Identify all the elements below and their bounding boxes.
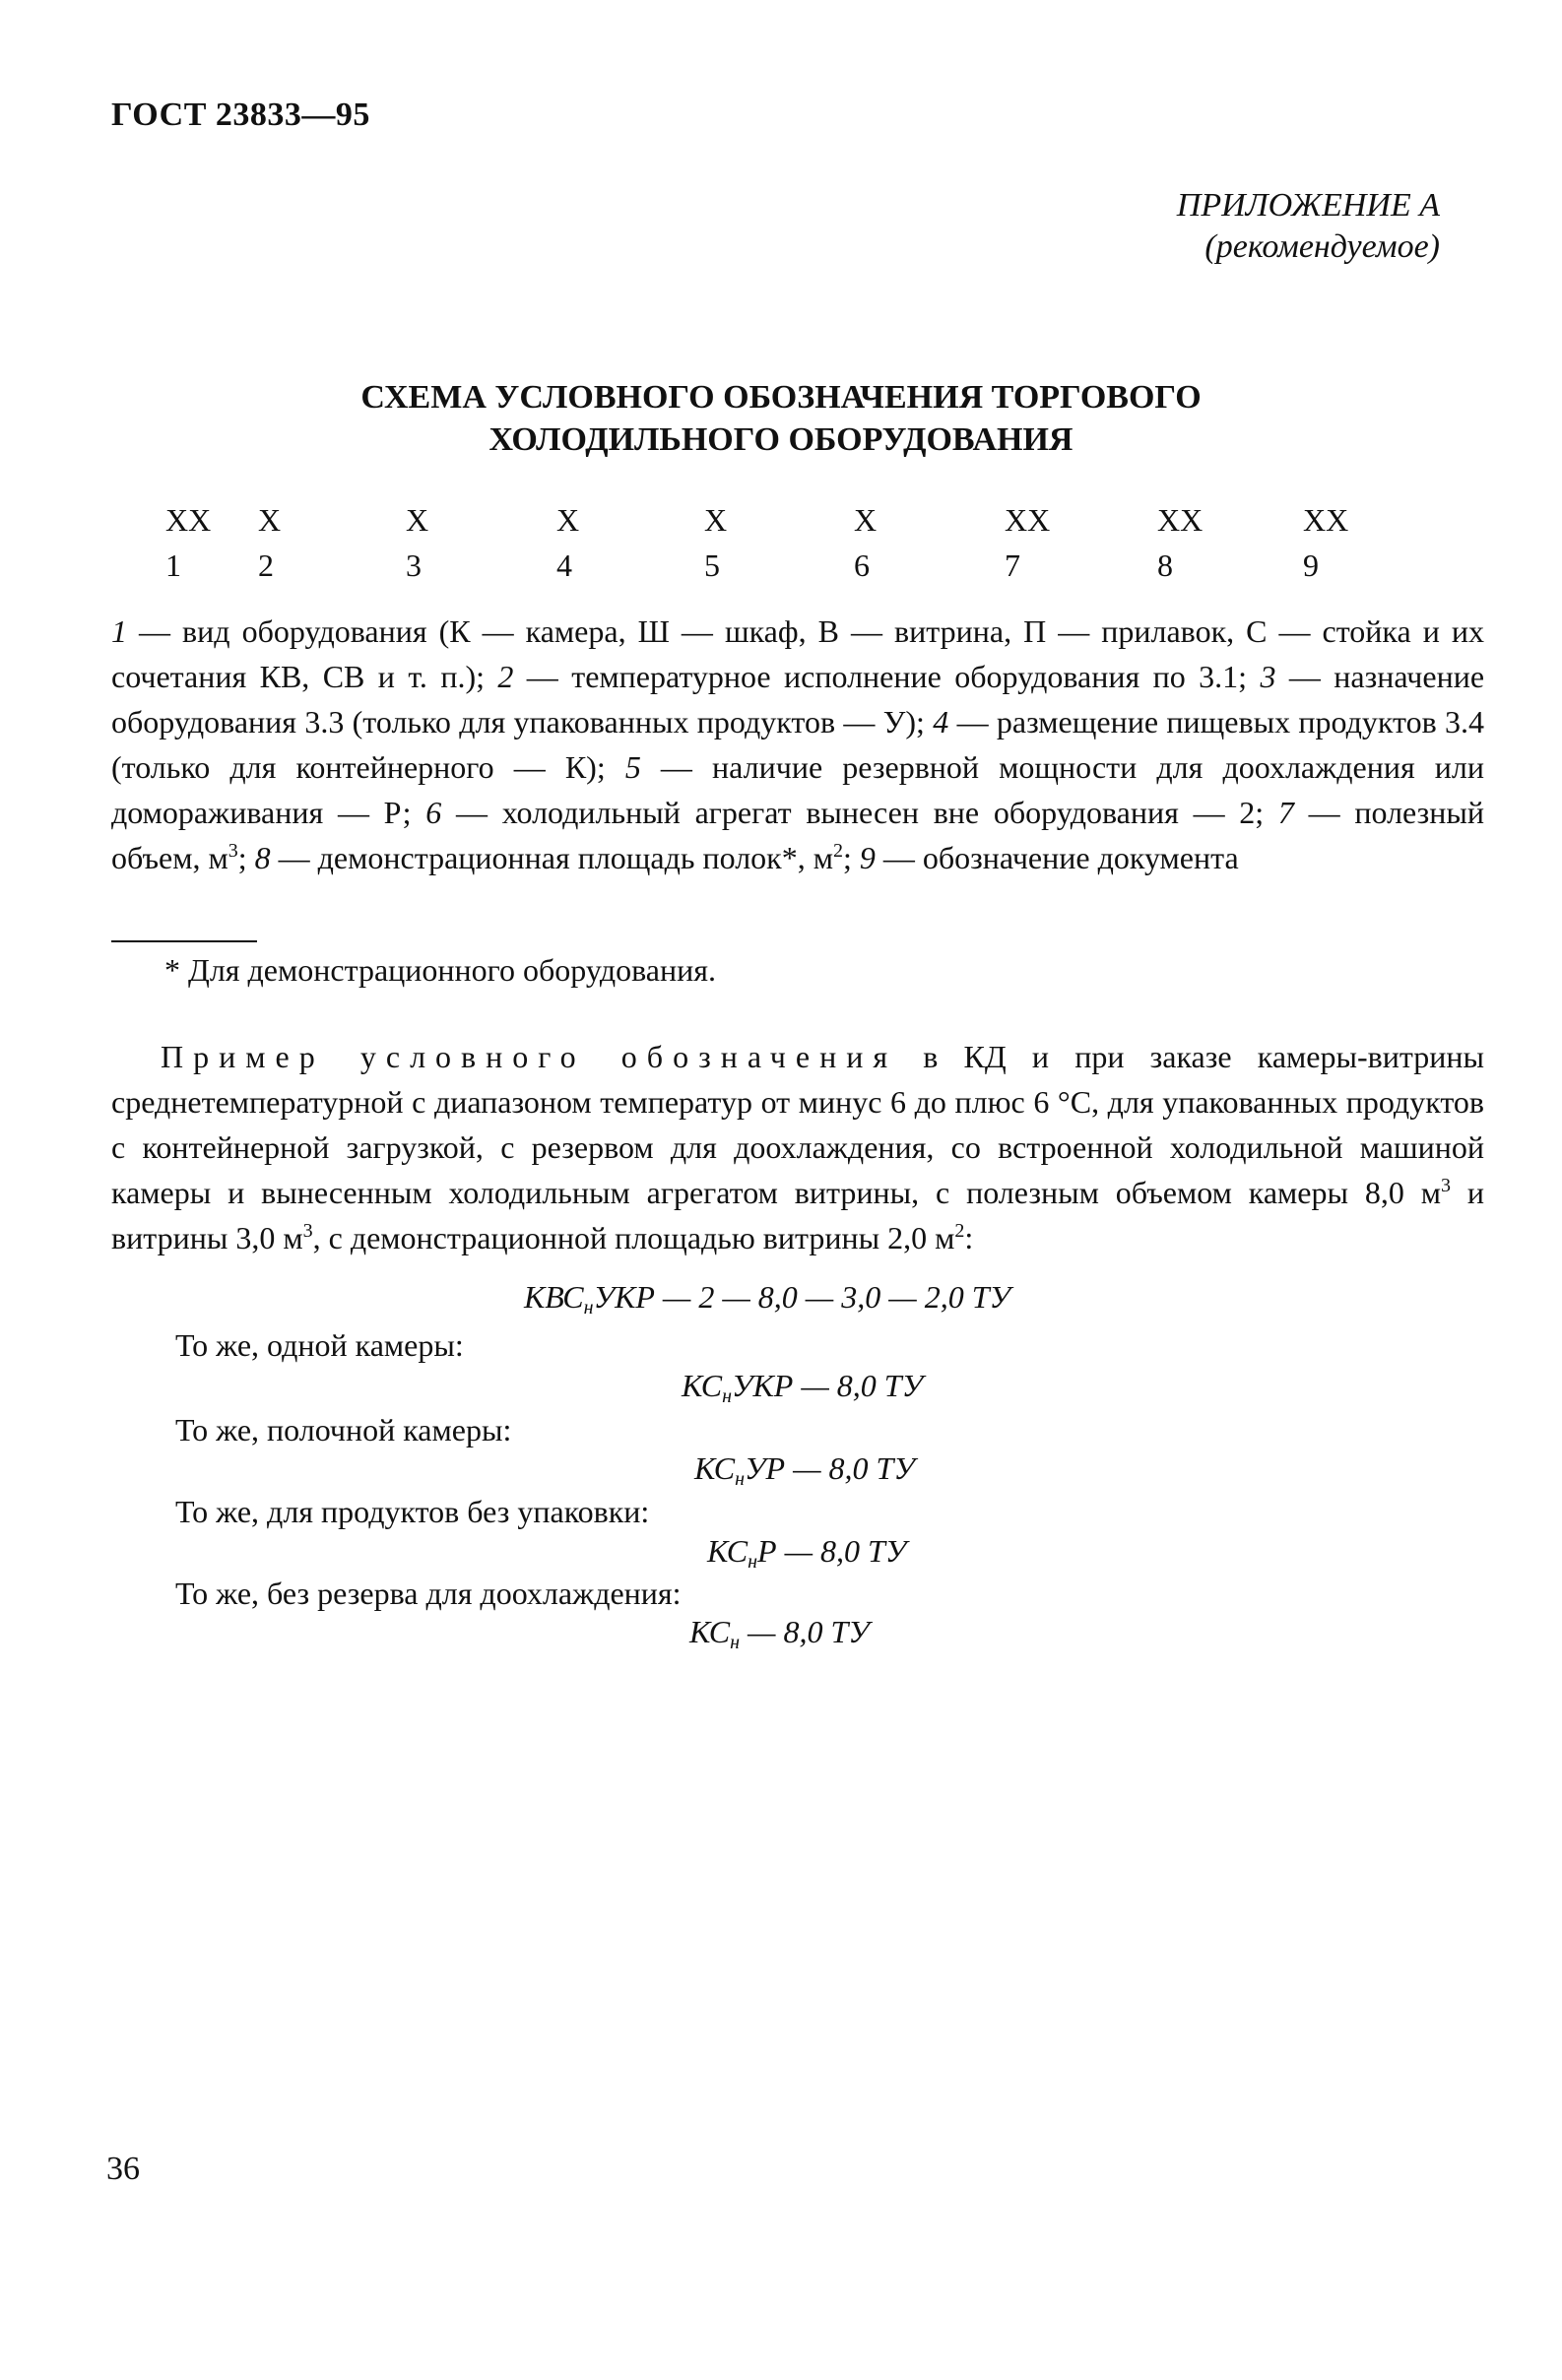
- page-title: [0, 376, 1562, 461]
- formula-subscript: н: [730, 1632, 741, 1653]
- example-lead: Пример условного обозначения: [161, 1039, 898, 1074]
- note-unpacked: То же, для продуктов без упаковки:: [175, 1494, 650, 1529]
- legend-text: — размещение пищевых продуктов 3.4 (только для контейнерного — К);: [111, 704, 1484, 785]
- formula-subscript: н: [722, 1385, 733, 1407]
- formula-part: УР — 8,0 ТУ: [745, 1450, 915, 1486]
- legend-text: — температурное исполнение оборудования по 3.1;: [513, 659, 1261, 694]
- formula-part: КС: [689, 1614, 731, 1649]
- legend-text: — обозначение документа: [875, 840, 1239, 875]
- formula-part: УКР — 2 — 8,0 — 3,0 — 2,0 ТУ: [593, 1279, 1011, 1315]
- scheme-position-3: [406, 497, 428, 588]
- legend-separator: ;: [237, 840, 255, 875]
- formula-part: Р — 8,0 ТУ: [757, 1533, 907, 1569]
- legend-text: — вид оборудования (К — камера, Ш — шкаф, В — витрина, П — прилавок, С — стойка и их сочетания КВ, СВ и т. п.);: [111, 613, 1484, 694]
- legend-number: 5: [624, 749, 641, 785]
- note-shelf-chamber: То же, полочной камеры:: [175, 1412, 512, 1447]
- scheme-number: 9: [1303, 547, 1319, 583]
- scheme-code: XX: [1005, 502, 1051, 538]
- appendix-subtitle: (рекомендуемое): [1204, 228, 1440, 265]
- formula-subscript: н: [735, 1468, 746, 1490]
- example-text: и витрины 3,0 м: [111, 1175, 1485, 1255]
- title-line-2: ХОЛОДИЛЬНОГО ОБОРУДОВАНИЯ: [488, 421, 1074, 458]
- formula-subscript: н: [748, 1551, 758, 1573]
- legend-paragraph: [111, 609, 1484, 880]
- scheme-position-4: [556, 497, 579, 588]
- formula-shelf-chamber: [694, 1446, 915, 1502]
- formula-part: КС: [682, 1368, 723, 1403]
- superscript: 2: [954, 1220, 965, 1242]
- formula-one-chamber: [682, 1363, 923, 1419]
- scheme-number: 5: [704, 547, 720, 583]
- formula-unpacked: [707, 1528, 906, 1584]
- legend-number: 2: [497, 659, 514, 694]
- formula-no-reserve: [689, 1609, 870, 1665]
- page-number: 36: [106, 2151, 140, 2187]
- scheme-code: XX: [1303, 502, 1349, 538]
- scheme-position-2: [258, 497, 281, 588]
- scheme-code: XX: [1157, 502, 1204, 538]
- example-paragraph: [111, 1034, 1484, 1260]
- scheme-number: 3: [406, 547, 422, 583]
- scheme-number: 4: [556, 547, 572, 583]
- appendix-title: ПРИЛОЖЕНИЕ А: [1176, 187, 1440, 224]
- legend-number: 4: [933, 704, 949, 740]
- legend-number: 1: [111, 613, 127, 649]
- formula-full: [524, 1274, 1010, 1330]
- scheme-code: X: [854, 502, 878, 538]
- scheme-code: X: [406, 502, 429, 538]
- scheme-code: X: [258, 502, 282, 538]
- example-text: , с демонстрационной площадью витрины 2,0 м: [312, 1220, 955, 1255]
- legend-separator: ;: [842, 840, 860, 875]
- scheme-number: 2: [258, 547, 274, 583]
- title-line-1: СХЕМА УСЛОВНОГО ОБОЗНАЧЕНИЯ ТОРГОВОГО: [360, 379, 1202, 416]
- scheme-position-1: [165, 497, 211, 588]
- legend-number: 7: [1277, 795, 1294, 830]
- legend-text: — холодильный агрегат вынесен вне оборудования — 2;: [441, 795, 1278, 830]
- legend-text: — полезный объем, м: [111, 795, 1485, 875]
- legend-text: — демонстрационная площадь полок*, м: [270, 840, 833, 875]
- scheme-number: 8: [1157, 547, 1173, 583]
- legend-text: — наличие резервной мощности для доохлаждения или домораживания — Р;: [111, 749, 1485, 830]
- scheme-position-5: [704, 497, 727, 588]
- example-text: в КД и при заказе камеры-витрины среднетемпературной с диапазоном температур от минус 6 до плюс 6 °С, для упакованных продуктов с контейнерной загрузкой, с резервом для доохлаждения, со встроенной холодильной машиной камеры и вынесенным холодильным агрегатом витрины, с полезным объемом камеры 8,0 м: [111, 1039, 1484, 1210]
- formula-part: КС: [707, 1533, 748, 1569]
- scheme-code: X: [556, 502, 580, 538]
- superscript: 3: [1441, 1175, 1451, 1196]
- appendix-label: [947, 185, 1440, 268]
- footnote: * Для демонстрационного оборудования.: [164, 952, 716, 988]
- scheme-position-6: [854, 497, 877, 588]
- formula-part: — 8,0 ТУ: [740, 1614, 870, 1649]
- legend-number: 6: [425, 795, 442, 830]
- example-text: :: [964, 1220, 974, 1255]
- formula-subscript: н: [583, 1297, 594, 1319]
- scheme-number: 7: [1005, 547, 1020, 583]
- legend-number: 8: [254, 840, 271, 875]
- note-one-chamber: То же, одной камеры:: [175, 1327, 464, 1363]
- superscript: 3: [302, 1220, 313, 1242]
- footnote-divider: [111, 940, 257, 942]
- superscript: 3: [228, 840, 238, 862]
- scheme-position-9: [1303, 497, 1348, 588]
- legend-text: — назначение оборудования 3.3 (только для упакованных продуктов — У);: [111, 659, 1485, 740]
- scheme-position-7: [1005, 497, 1050, 588]
- scheme-code: X: [704, 502, 728, 538]
- scheme-code: XX: [165, 502, 212, 538]
- legend-number: 9: [859, 840, 876, 875]
- formula-part: УКР — 8,0 ТУ: [732, 1368, 924, 1403]
- standard-code: ГОСТ 23833—95: [111, 96, 370, 133]
- formula-part: КВС: [524, 1279, 584, 1315]
- note-no-reserve: То же, без резерва для доохлаждения:: [175, 1576, 682, 1611]
- scheme-position-8: [1157, 497, 1203, 588]
- scheme-number: 1: [165, 547, 181, 583]
- scheme-number: 6: [854, 547, 870, 583]
- formula-part: КС: [694, 1450, 736, 1486]
- legend-number: 3: [1260, 659, 1276, 694]
- superscript: 2: [832, 840, 843, 862]
